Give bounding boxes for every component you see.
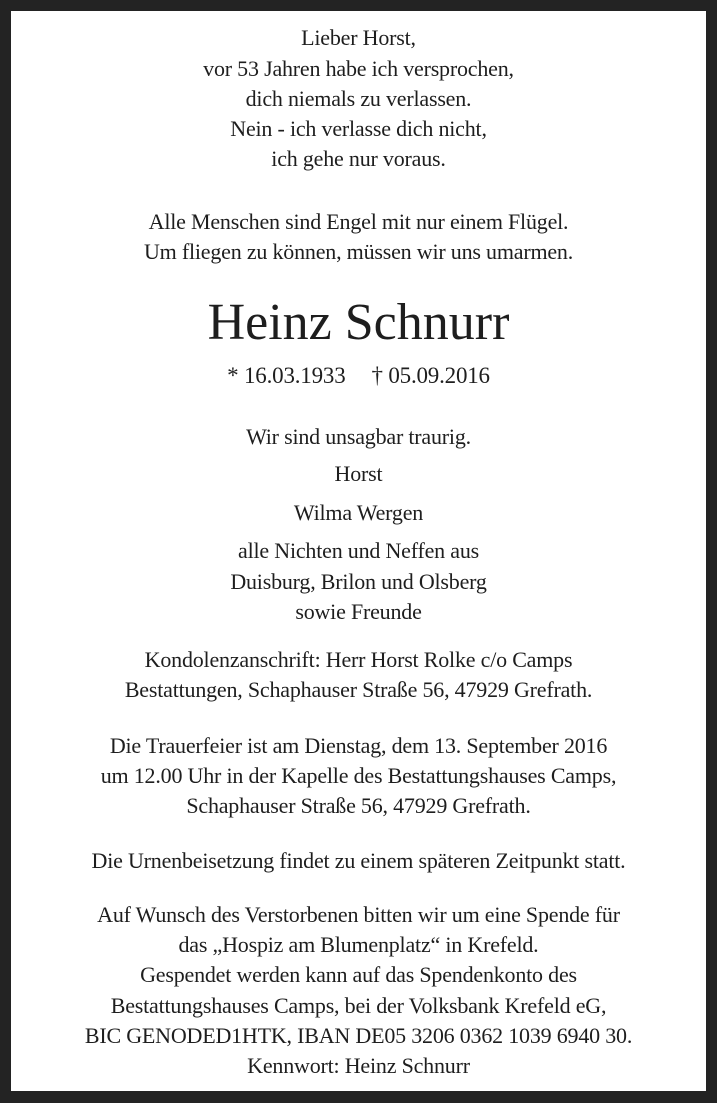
quote-line: Um fliegen zu können, müssen wir uns umarmen. [143,239,574,264]
mourner-name: Horst [334,461,383,486]
donation-line: Kennwort: Heinz Schnurr [247,1053,470,1078]
relatives-line: Duisburg, Brilon und Olsberg [230,569,487,594]
donation-line: das „Hospiz am Blumenplatz“ in Krefeld. [178,932,539,957]
donation-line: Bestattungshauses Camps, bei der Volksbank Krefeld eG, [110,993,607,1018]
donation-line: Gespendet werden kann auf das Spendenkonto des [140,962,577,987]
donation-line: Auf Wunsch des Verstorbenen bitten wir um eine Spende für [97,902,620,927]
birth-date: * 16.03.1933 [227,363,346,388]
poem-line: Nein - ich verlasse dich nicht, [230,116,487,141]
mourner-name: Wilma Wergen [293,500,424,525]
poem-line: ich gehe nur voraus. [271,146,446,171]
death-date: † 05.09.2016 [371,363,490,388]
obituary-notice [11,11,706,1091]
quote-line: Alle Menschen sind Engel mit nur einem Flügel. [148,209,569,234]
ceremony-line: Schaphauser Straße 56, 47929 Grefrath. [186,793,531,818]
relatives-line: alle Nichten und Neffen aus [238,538,479,563]
donation-line: BIC GENODED1HTK, IBAN DE05 3206 0362 1039 6940 30. [84,1023,633,1048]
condolence-address-line: Bestattungen, Schaphauser Straße 56, 47929 Grefrath. [124,677,593,702]
urn-burial-note: Die Urnenbeisetzung findet zu einem späteren Zeitpunkt statt. [91,848,626,873]
ceremony-line: Die Trauerfeier ist am Dienstag, dem 13. September 2016 [109,733,608,758]
poem-line: Lieber Horst, [301,25,416,50]
poem-line: dich niemals zu verlassen. [245,86,472,111]
relatives-line: sowie Freunde [295,599,422,624]
poem-line: vor 53 Jahren habe ich versprochen, [203,56,514,81]
condolence-address-line: Kondolenzanschrift: Herr Horst Rolke c/o Camps [144,647,573,672]
ceremony-line: um 12.00 Uhr in der Kapelle des Bestattungshauses Camps, [100,763,617,788]
life-dates [11,363,706,389]
deceased-name: Heinz Schnurr [207,294,510,351]
mourners-intro: Wir sind unsagbar traurig. [246,424,471,449]
